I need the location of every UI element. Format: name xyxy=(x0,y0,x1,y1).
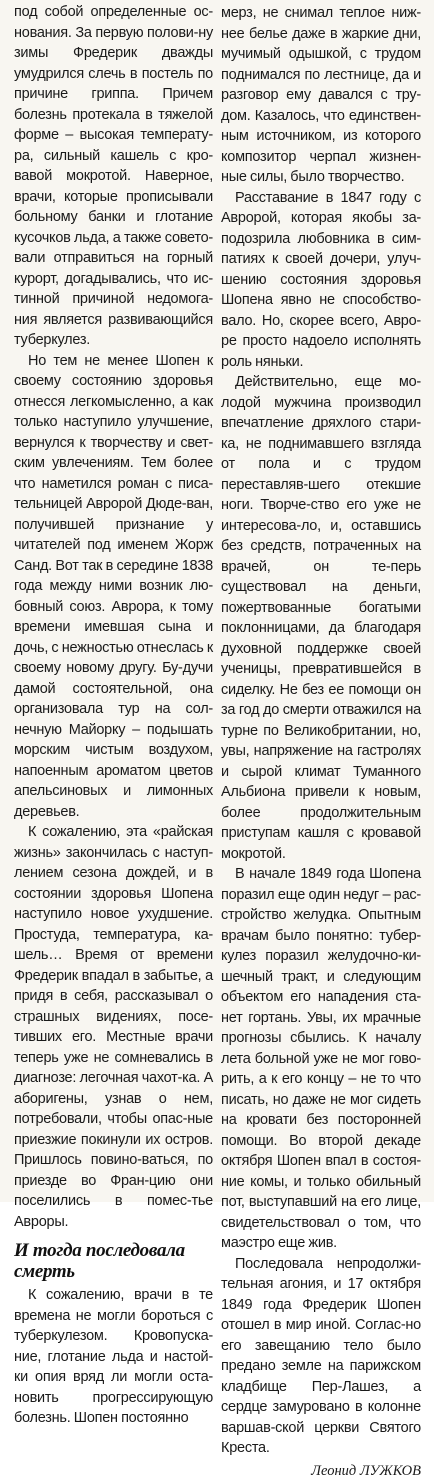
article-paragraph-2: Но тем не менее Шопен к своему состоянию здоровья отнесся легкомысленно, а как только наступило улучшение, вернулся к творчеству и свет-ским увлечениям. Тем более что наметился роман с писа-тельницей Авророй Дюде-ван, получившей признание у читателей под именем Жорж Санд. Вот так в середине 1838 года между ними возник лю-бовный союз. Аврора, к тому времени имевшая сына и дочь, с нежностью отнеслась к своему новому другу. Бу-дучи дамой состоятельной, она организовала тур на сол-нечную Майорку – подышать морским чистым воздухом, напоенным ароматом цветов апельсиновых и лимонных деревьев. xyxy=(14,352,213,820)
article-paragraph-5: мерз, не снимал теплое ниж-нее белье даже в жаркие дни, мучимый одышкой, с трудом поднимался по лестнице, да и разговор ему давался с тру-дом. Казалось, что единствен-ным источником, из которого композитор черпал жизнен-ные силы, было творчество. xyxy=(221,5,421,185)
article-paragraph-8: В начале 1849 года Шопена поразил еще один недуг – рас-стройство желудка. Опытным врачам было понятно: тубер-кулез поразил желудочно-ки-шечный тракт, и следующим объектом его нападения ста-нет гортань. Увы, их мрачные прогнозы сбылись. К началу лета больной уже не мог гово-рить, а к его концу – не то что писать, но даже не мог сидеть на кровати без посторонней помощи. Во второй декаде октября Шопен впал в состоя-ние комы, и только обильный пот, выступавший на его лице, свидетельствовал о том, что маэстро еще жив. xyxy=(221,866,421,1251)
section-heading: И тогда последовала смерть xyxy=(14,1240,185,1282)
author-signature: Леонид ЛУЖКОВ xyxy=(311,1462,421,1479)
right-column xyxy=(221,0,421,1481)
article-paragraph-9: Последовала непродолжи-тельная агония, и 17 октября 1849 года Фредерик Шопен отошел в мир иной. Соглас-но его завещанию тело было предано земле на парижском кладбище Пер-Лашез, а сердце замуровано в колонне варшав-ской церкви Святого Креста. xyxy=(221,1255,421,1456)
article-paragraph-6: Расставание в 1847 году с Авророй, которая якобы за-подозрила любовника в сим-патиях к своей дочери, улуч-шению состояния здоровья Шопена явно не способство-вало. Но, скорее всего, Авро-ре просто надоело исполнять роль няньки. xyxy=(221,189,421,370)
left-column xyxy=(14,0,213,1429)
article-paragraph-4: К сожалению, врачи в те времена не могли бороться с туберкулезом. Кровопуска-ние, глотание льда и настой-ки опия вряд ли могли оста-новить прогрессирующую болезнь. Шопен постоянно xyxy=(14,1287,213,1426)
article-paragraph-3: К сожалению, эта «райская жизнь» закончилась с наступ-лением сезона дождей, и в состоянии здоровья Шопена наступило новое ухудшение. Простуда, температура, ка-шель… Время от времени Фредерик впадал в забытье, а придя в себя, рассказывал о страшных видениях, посе-тивших его. Местные врачи теперь уже не сомневались в диагнозе: легочная чахот-ка. А аборигены, узнав о нем, потребовали, чтобы опас-ные приезжие покинули их остров. Пришлось повино-ваться, по приезде во Фран-цию они поселились в помес-тье Авроры. xyxy=(14,824,213,1230)
article-paragraph-1: под собой определенные ос-нования. За первую полови-ну зимы Фредерик дважды умудрился слечь в постель по причине гриппа. Причем болезнь протекала в тяжелой форме – высокая температу-ра, сильный кашель с кро-вавой мокротой. Наверное, врачи, которые прописывали больному банки и глотание кусочков льда, а также совето-вали отправиться на горный курорт, догадывались, что ис-тинной причиной недомога-ния является развивающийся туберкулез. xyxy=(14,4,213,348)
article-paragraph-7: Действительно, еще мо-лодой мужчина производил впечатление дряхлого стари-ка, не поднимавшего взгляда от пола и с трудом переставляв-шего отекшие ноги. Творче-ство его уже не интересова-ло, и, оставшись без средств, потраченных на врачей, он те-перь существовал на деньги, пожертвованные богатыми поклонницами, да благодаря духовной поддержке своей ученицы, превратившейся в сиделку. Не без ее помощи он за год до смерти отважился на турне по Великобритании, но, увы, напряжение на гастролях и сырой климат Туманного Альбиона привели к новым, более продолжительным приступам кашля с кровавой мокротой. xyxy=(221,374,421,862)
